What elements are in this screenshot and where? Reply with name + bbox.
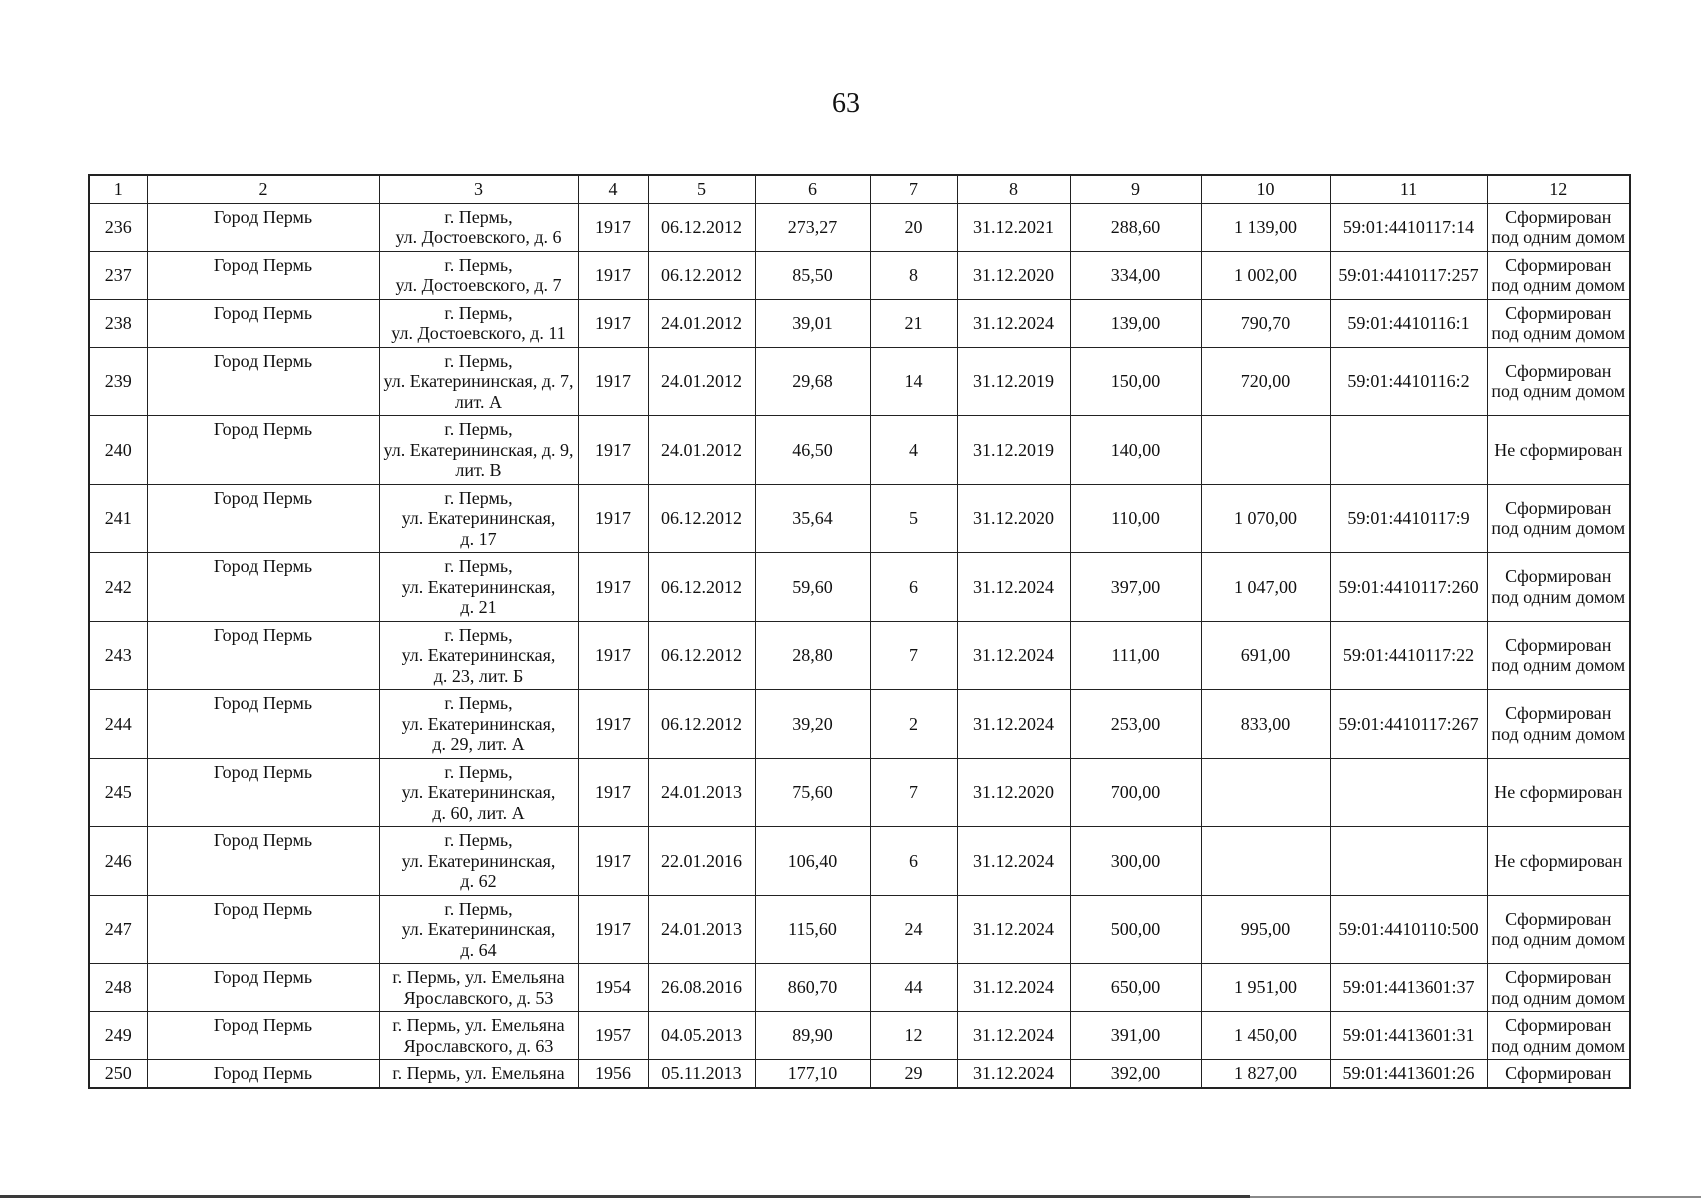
status-cell (1487, 621, 1630, 690)
municipality-cell: Город Пермь (147, 621, 379, 690)
cadastral-number-cell: 59:01:4410117:260 (1330, 553, 1487, 622)
value-10-cell: 1 070,00 (1201, 484, 1330, 553)
year-cell: 1957 (578, 1012, 648, 1060)
value-10-cell (1201, 827, 1330, 896)
address-line: ул. Екатерининская, д. 7, (383, 371, 574, 391)
row-number-cell: 242 (89, 553, 147, 622)
status-line: Сформирован (1505, 254, 1612, 275)
date-8-cell: 31.12.2020 (957, 758, 1070, 827)
table-body (89, 203, 1630, 1088)
column-header-9: 9 (1070, 175, 1201, 203)
municipality-cell: Город Пермь (147, 827, 379, 896)
year-cell: 1917 (578, 299, 648, 347)
table-row (89, 203, 1630, 251)
scan-edge-line (0, 1195, 1250, 1198)
scan-edge-line-faint (1250, 1196, 1701, 1198)
table-row (89, 758, 1630, 827)
municipality-cell: Город Пермь (147, 758, 379, 827)
value-9-cell: 139,00 (1070, 299, 1201, 347)
address-cell (379, 827, 578, 896)
status-line: под одним домом (1491, 1035, 1626, 1056)
value-6-cell: 29,68 (755, 347, 870, 416)
municipality-cell: Город Пермь (147, 553, 379, 622)
row-number-cell: 237 (89, 251, 147, 299)
row-number-cell: 240 (89, 416, 147, 485)
status-cell (1487, 416, 1630, 485)
row-number-cell: 250 (89, 1060, 147, 1088)
municipality-cell: Город Пермь (147, 416, 379, 485)
address-line: ул. Екатерининская, (401, 713, 556, 734)
value-10-cell: 1 002,00 (1201, 251, 1330, 299)
value-6-cell: 115,60 (755, 895, 870, 964)
cadastral-number-cell: 59:01:4410117:14 (1330, 203, 1487, 251)
row-number-cell: 236 (89, 203, 147, 251)
year-cell: 1917 (578, 203, 648, 251)
year-cell: 1917 (578, 484, 648, 553)
row-number-cell: 247 (89, 895, 147, 964)
column-header-10: 10 (1201, 175, 1330, 203)
value-6-cell: 273,27 (755, 203, 870, 251)
row-number-cell: 241 (89, 484, 147, 553)
value-6-cell: 35,64 (755, 484, 870, 553)
value-7-cell: 6 (870, 553, 957, 622)
date-5-cell: 24.01.2013 (648, 895, 755, 964)
address-line: г. Пермь, (444, 206, 513, 227)
municipality-cell: Город Пермь (147, 690, 379, 759)
year-cell: 1917 (578, 895, 648, 964)
column-header-3: 3 (379, 175, 578, 203)
value-6-cell: 59,60 (755, 553, 870, 622)
year-cell: 1917 (578, 553, 648, 622)
date-5-cell: 24.01.2012 (648, 299, 755, 347)
address-line: г. Пермь, (444, 487, 513, 508)
status-line: под одним домом (1491, 518, 1626, 539)
address-line: г. Пермь, (444, 830, 513, 850)
status-line: Сформирован (1505, 908, 1612, 929)
status-line: Сформирован (1505, 1063, 1612, 1083)
status-cell (1487, 758, 1630, 827)
address-cell (379, 1060, 578, 1088)
year-cell: 1917 (578, 347, 648, 416)
value-9-cell: 700,00 (1070, 758, 1201, 827)
address-cell (379, 1012, 578, 1060)
status-cell (1487, 964, 1630, 1012)
year-cell: 1917 (578, 827, 648, 896)
column-header-8: 8 (957, 175, 1070, 203)
value-10-cell (1201, 416, 1330, 485)
status-line: под одним домом (1491, 275, 1626, 295)
cadastral-number-cell: 59:01:4410116:1 (1330, 299, 1487, 347)
address-cell (379, 203, 578, 251)
year-cell: 1917 (578, 251, 648, 299)
date-5-cell: 06.12.2012 (648, 251, 755, 299)
value-6-cell: 28,80 (755, 621, 870, 690)
status-line: под одним домом (1491, 586, 1626, 607)
status-line: Сформирован (1505, 206, 1612, 227)
value-7-cell: 5 (870, 484, 957, 553)
table-row (89, 251, 1630, 299)
table-row (89, 690, 1630, 759)
date-8-cell: 31.12.2024 (957, 895, 1070, 964)
address-line: ул. Достоевского, д. 11 (391, 323, 566, 343)
value-9-cell: 334,00 (1070, 251, 1201, 299)
status-line: под одним домом (1491, 655, 1626, 676)
value-9-cell: 397,00 (1070, 553, 1201, 622)
value-10-cell: 1 827,00 (1201, 1060, 1330, 1088)
date-5-cell: 06.12.2012 (648, 203, 755, 251)
address-line: г. Пермь, (444, 693, 513, 713)
date-5-cell: 05.11.2013 (648, 1060, 755, 1088)
value-10-cell: 1 139,00 (1201, 203, 1330, 251)
date-5-cell: 26.08.2016 (648, 964, 755, 1012)
address-cell (379, 621, 578, 690)
table-row (89, 895, 1630, 964)
address-line: г. Пермь, (444, 556, 513, 576)
date-5-cell: 24.01.2012 (648, 416, 755, 485)
value-9-cell: 288,60 (1070, 203, 1201, 251)
municipality-cell: Город Пермь (147, 299, 379, 347)
value-7-cell: 7 (870, 621, 957, 690)
date-5-cell: 04.05.2013 (648, 1012, 755, 1060)
cadastral-number-cell: 59:01:4413601:37 (1330, 964, 1487, 1012)
value-6-cell: 39,01 (755, 299, 870, 347)
value-7-cell: 7 (870, 758, 957, 827)
address-line: г. Пермь, ул. Емельяна (392, 1015, 565, 1035)
row-number-cell: 246 (89, 827, 147, 896)
date-8-cell: 31.12.2024 (957, 827, 1070, 896)
data-table (88, 174, 1631, 1089)
column-header-2: 2 (147, 175, 379, 203)
value-10-cell: 1 951,00 (1201, 964, 1330, 1012)
address-line: д. 23, лит. Б (433, 665, 524, 686)
value-6-cell: 860,70 (755, 964, 870, 1012)
value-10-cell: 691,00 (1201, 621, 1330, 690)
value-6-cell: 85,50 (755, 251, 870, 299)
address-cell (379, 895, 578, 964)
cadastral-number-cell: 59:01:4410117:257 (1330, 251, 1487, 299)
date-5-cell: 06.12.2012 (648, 484, 755, 553)
status-cell (1487, 299, 1630, 347)
address-cell (379, 416, 578, 485)
date-5-cell: 06.12.2012 (648, 690, 755, 759)
date-8-cell: 31.12.2024 (957, 964, 1070, 1012)
status-line: Сформирован (1505, 497, 1612, 518)
table-header (89, 175, 1630, 203)
cadastral-number-cell: 59:01:4410117:22 (1330, 621, 1487, 690)
value-6-cell: 46,50 (755, 416, 870, 485)
value-7-cell: 2 (870, 690, 957, 759)
date-8-cell: 31.12.2021 (957, 203, 1070, 251)
status-cell (1487, 251, 1630, 299)
address-line: ул. Екатерининская, (401, 782, 556, 802)
status-line: Сформирован (1505, 634, 1612, 655)
table-row (89, 1060, 1630, 1088)
date-8-cell: 31.12.2020 (957, 484, 1070, 553)
status-line: Не сформирован (1494, 782, 1623, 802)
year-cell: 1917 (578, 758, 648, 827)
address-line: г. Пермь, (444, 302, 513, 323)
status-line: Сформирован (1505, 566, 1612, 587)
year-cell: 1956 (578, 1060, 648, 1088)
status-cell (1487, 553, 1630, 622)
value-9-cell: 500,00 (1070, 895, 1201, 964)
date-5-cell: 24.01.2013 (648, 758, 755, 827)
table-row (89, 299, 1630, 347)
address-line: ул. Екатерининская, д. 9, (383, 439, 574, 460)
value-7-cell: 44 (870, 964, 957, 1012)
column-header-12: 12 (1487, 175, 1630, 203)
date-5-cell: 24.01.2012 (648, 347, 755, 416)
address-cell (379, 347, 578, 416)
status-line: под одним домом (1491, 227, 1626, 247)
address-line: ул. Екатерининская, (401, 645, 556, 665)
address-line: г. Пермь, ул. Емельяна (392, 1063, 565, 1083)
row-number-cell: 248 (89, 964, 147, 1012)
cadastral-number-cell: 59:01:4410110:500 (1330, 895, 1487, 964)
row-number-cell: 244 (89, 690, 147, 759)
table-row (89, 827, 1630, 896)
municipality-cell: Город Пермь (147, 251, 379, 299)
address-line: г. Пермь, ул. Емельяна (392, 967, 565, 987)
row-number-cell: 245 (89, 758, 147, 827)
address-cell (379, 553, 578, 622)
value-6-cell: 89,90 (755, 1012, 870, 1060)
value-7-cell: 29 (870, 1060, 957, 1088)
value-9-cell: 253,00 (1070, 690, 1201, 759)
status-line: под одним домом (1491, 323, 1626, 343)
address-line: г. Пермь, (444, 350, 513, 371)
address-line: ул. Екатерининская, (401, 508, 556, 528)
date-5-cell: 06.12.2012 (648, 621, 755, 690)
value-10-cell: 995,00 (1201, 895, 1330, 964)
value-7-cell: 8 (870, 251, 957, 299)
date-8-cell: 31.12.2024 (957, 621, 1070, 690)
table-row (89, 416, 1630, 485)
value-9-cell: 392,00 (1070, 1060, 1201, 1088)
table-row (89, 964, 1630, 1012)
value-9-cell: 140,00 (1070, 416, 1201, 485)
address-line: д. 17 (460, 528, 497, 549)
value-10-cell (1201, 758, 1330, 827)
municipality-cell: Город Пермь (147, 347, 379, 416)
status-line: Сформирован (1505, 360, 1612, 381)
address-line: д. 29, лит. А (432, 734, 525, 754)
address-line: г. Пермь, (444, 254, 513, 275)
address-cell (379, 758, 578, 827)
table-row (89, 553, 1630, 622)
column-header-5: 5 (648, 175, 755, 203)
column-header-1: 1 (89, 175, 147, 203)
status-cell (1487, 484, 1630, 553)
row-number-cell: 243 (89, 621, 147, 690)
date-8-cell: 31.12.2024 (957, 299, 1070, 347)
value-9-cell: 150,00 (1070, 347, 1201, 416)
status-cell (1487, 1060, 1630, 1088)
address-line: ул. Екатерининская, (401, 850, 556, 871)
table-row (89, 1012, 1630, 1060)
cadastral-number-cell: 59:01:4413601:26 (1330, 1060, 1487, 1088)
status-line: под одним домом (1491, 929, 1626, 950)
address-line: д. 62 (460, 871, 497, 891)
status-cell (1487, 895, 1630, 964)
address-line: ул. Екатерининская, (401, 576, 556, 597)
status-line: Сформирован (1505, 1015, 1612, 1035)
cadastral-number-cell (1330, 827, 1487, 896)
date-8-cell: 31.12.2019 (957, 347, 1070, 416)
value-7-cell: 4 (870, 416, 957, 485)
address-line: лит. В (455, 460, 502, 480)
address-cell (379, 251, 578, 299)
status-cell (1487, 1012, 1630, 1060)
municipality-cell: Город Пермь (147, 484, 379, 553)
cadastral-number-cell: 59:01:4410117:9 (1330, 484, 1487, 553)
row-number-cell: 239 (89, 347, 147, 416)
status-cell (1487, 690, 1630, 759)
date-8-cell: 31.12.2020 (957, 251, 1070, 299)
table-row (89, 621, 1630, 690)
address-line: г. Пермь, (444, 898, 513, 919)
value-10-cell: 1 450,00 (1201, 1012, 1330, 1060)
address-line: ул. Достоевского, д. 7 (395, 275, 562, 295)
value-7-cell: 24 (870, 895, 957, 964)
value-10-cell: 1 047,00 (1201, 553, 1330, 622)
status-line: под одним домом (1491, 723, 1626, 744)
column-header-4: 4 (578, 175, 648, 203)
value-9-cell: 300,00 (1070, 827, 1201, 896)
value-9-cell: 111,00 (1070, 621, 1201, 690)
address-line: лит. А (454, 391, 503, 412)
value-10-cell: 720,00 (1201, 347, 1330, 416)
status-cell (1487, 347, 1630, 416)
header-row (89, 175, 1630, 203)
value-6-cell: 75,60 (755, 758, 870, 827)
table-row (89, 347, 1630, 416)
status-cell (1487, 203, 1630, 251)
row-number-cell: 249 (89, 1012, 147, 1060)
column-header-11: 11 (1330, 175, 1487, 203)
date-8-cell: 31.12.2024 (957, 1060, 1070, 1088)
address-line: ул. Екатерининская, (401, 919, 556, 939)
value-7-cell: 12 (870, 1012, 957, 1060)
value-9-cell: 110,00 (1070, 484, 1201, 553)
value-9-cell: 391,00 (1070, 1012, 1201, 1060)
year-cell: 1954 (578, 964, 648, 1012)
address-line: г. Пермь, (444, 761, 513, 782)
cadastral-number-cell: 59:01:4413601:31 (1330, 1012, 1487, 1060)
column-header-7: 7 (870, 175, 957, 203)
column-header-6: 6 (755, 175, 870, 203)
status-cell (1487, 827, 1630, 896)
address-line: Ярославского, д. 53 (403, 987, 554, 1008)
value-6-cell: 177,10 (755, 1060, 870, 1088)
cadastral-number-cell: 59:01:4410117:267 (1330, 690, 1487, 759)
municipality-cell: Город Пермь (147, 1060, 379, 1088)
address-line: ул. Достоевского, д. 6 (395, 227, 562, 247)
table-row (89, 484, 1630, 553)
year-cell: 1917 (578, 690, 648, 759)
value-7-cell: 21 (870, 299, 957, 347)
status-line: под одним домом (1491, 987, 1626, 1008)
address-cell (379, 690, 578, 759)
date-8-cell: 31.12.2024 (957, 690, 1070, 759)
status-line: Не сформирован (1494, 439, 1623, 460)
status-line: Сформирован (1505, 967, 1612, 987)
year-cell: 1917 (578, 416, 648, 485)
cadastral-number-cell: 59:01:4410116:2 (1330, 347, 1487, 416)
date-5-cell: 22.01.2016 (648, 827, 755, 896)
municipality-cell: Город Пермь (147, 1012, 379, 1060)
value-10-cell: 833,00 (1201, 690, 1330, 759)
municipality-cell: Город Пермь (147, 203, 379, 251)
status-line: Сформирован (1505, 703, 1612, 724)
value-7-cell: 20 (870, 203, 957, 251)
year-cell: 1917 (578, 621, 648, 690)
value-7-cell: 6 (870, 827, 957, 896)
address-line: г. Пермь, (444, 419, 513, 439)
status-line: Сформирован (1505, 302, 1612, 323)
date-8-cell: 31.12.2024 (957, 553, 1070, 622)
value-9-cell: 650,00 (1070, 964, 1201, 1012)
date-8-cell: 31.12.2024 (957, 1012, 1070, 1060)
row-number-cell: 238 (89, 299, 147, 347)
address-line: Ярославского, д. 63 (403, 1035, 554, 1056)
value-7-cell: 14 (870, 347, 957, 416)
cadastral-number-cell (1330, 758, 1487, 827)
address-cell (379, 964, 578, 1012)
municipality-cell: Город Пермь (147, 895, 379, 964)
cadastral-number-cell (1330, 416, 1487, 485)
value-6-cell: 39,20 (755, 690, 870, 759)
status-line: Не сформирован (1494, 850, 1623, 871)
address-line: д. 64 (460, 939, 497, 960)
date-8-cell: 31.12.2019 (957, 416, 1070, 485)
address-line: д. 21 (460, 597, 497, 617)
value-10-cell: 790,70 (1201, 299, 1330, 347)
municipality-cell: Город Пермь (147, 964, 379, 1012)
status-line: под одним домом (1491, 381, 1626, 402)
page-number: 63 (832, 88, 860, 119)
value-6-cell: 106,40 (755, 827, 870, 896)
address-line: д. 60, лит. А (432, 802, 525, 823)
address-cell (379, 299, 578, 347)
date-5-cell: 06.12.2012 (648, 553, 755, 622)
address-line: г. Пермь, (444, 624, 513, 645)
address-cell (379, 484, 578, 553)
